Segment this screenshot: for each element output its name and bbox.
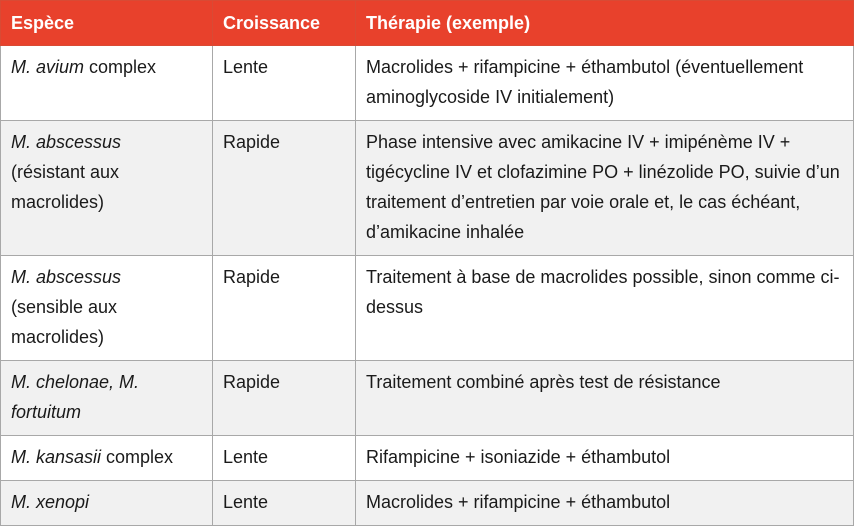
species-cell	[1, 46, 213, 121]
species-name: M. kansasii	[11, 447, 102, 467]
therapy-cell: Rifampicine + isoniazide + éthambutol	[356, 436, 854, 481]
species-cell	[1, 436, 213, 481]
species-qualifier: (sensible aux macrolides)	[11, 297, 118, 347]
header-growth: Croissance	[213, 1, 356, 46]
growth-cell: Lente	[213, 436, 356, 481]
therapy-cell: Macrolides + rifampicine + éthambutol	[356, 481, 854, 526]
table-row	[1, 436, 854, 481]
table-header-row	[1, 1, 854, 46]
species-qualifier: complex	[101, 447, 174, 467]
growth-cell: Lente	[213, 46, 356, 121]
header-therapy: Thérapie (exemple)	[356, 1, 854, 46]
table-row	[1, 481, 854, 526]
species-name: M. abscessus	[11, 267, 122, 287]
species-cell	[1, 121, 213, 256]
therapy-cell: Phase intensive avec amikacine IV + imipénème IV + tigécycline IV et clofazimine PO + linézolide PO, suivie d’un traitement d’entretien par voie orale et, le cas échéant, d’amikacine inhalée	[356, 121, 854, 256]
header-species: Espèce	[1, 1, 213, 46]
species-name: M. abscessus	[11, 132, 122, 152]
growth-cell: Rapide	[213, 361, 356, 436]
table-row	[1, 121, 854, 256]
table-row	[1, 361, 854, 436]
species-name: M. avium	[11, 57, 85, 77]
therapy-cell: Macrolides + rifampicine + éthambutol (éventuellement aminoglycoside IV initialement)	[356, 46, 854, 121]
table-row	[1, 256, 854, 361]
species-cell	[1, 361, 213, 436]
species-name: M. chelonae, M. fortuitum	[11, 372, 140, 422]
species-qualifier: (résistant aux macrolides)	[11, 162, 120, 212]
growth-cell: Rapide	[213, 256, 356, 361]
therapy-cell: Traitement à base de macrolides possible, sinon comme ci-dessus	[356, 256, 854, 361]
species-cell	[1, 256, 213, 361]
growth-cell: Lente	[213, 481, 356, 526]
species-qualifier: complex	[84, 57, 157, 77]
therapy-cell: Traitement combiné après test de résistance	[356, 361, 854, 436]
species-name: M. xenopi	[11, 492, 90, 512]
table-row	[1, 46, 854, 121]
growth-cell: Rapide	[213, 121, 356, 256]
species-cell	[1, 481, 213, 526]
